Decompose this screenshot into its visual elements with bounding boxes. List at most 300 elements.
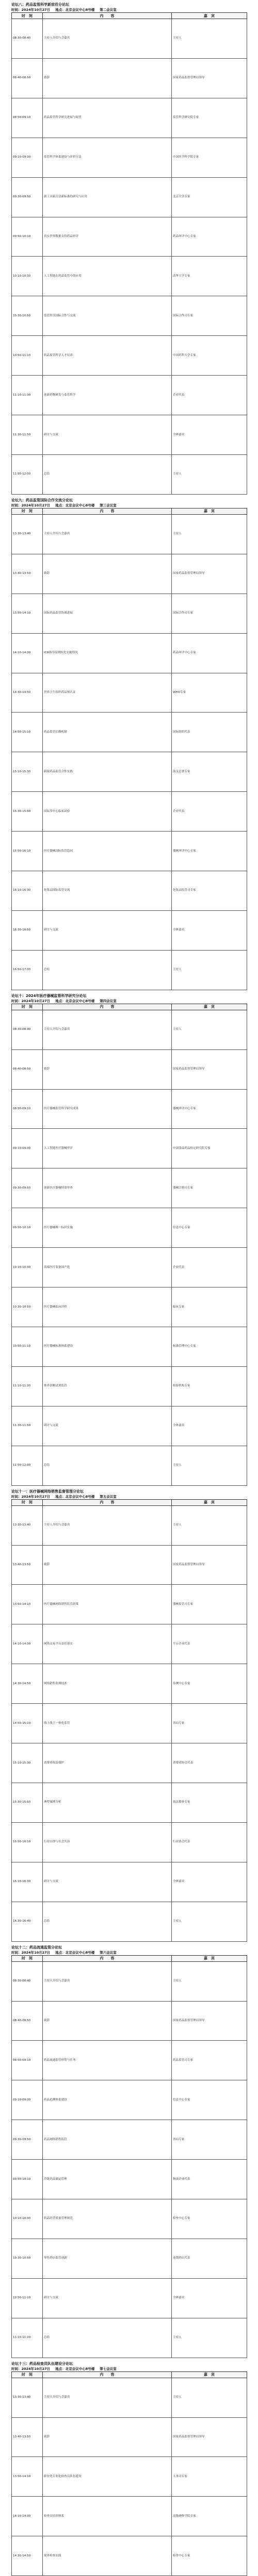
table-row [12,2160,247,2199]
cell-time: 15:50-16:10 [12,1822,43,1862]
table-header-row [12,1004,247,1010]
cell-time: 11:10-11:30 [12,1366,43,1406]
table-row [12,1406,247,1446]
meta-item: 第四会议室 [100,998,117,1003]
cell-guest: 全体嘉宾 [172,415,247,455]
forum-section [11,2,247,495]
header-content: 内 容 [43,1499,172,1505]
cell-guest: 药品审评中心专家 [172,217,247,257]
cell-guest: 国际合作司专家 [172,594,247,633]
cell-content: 研讨与交流 [43,2278,172,2318]
cell-time: 13:30-13:40 [12,1505,43,1545]
cell-time: 13:50-14:10 [12,594,43,633]
cell-content: 体外诊断试剂监管 [43,1366,172,1406]
header-time: 时 间 [12,1955,43,1961]
cell-guest: 消费者协会代表 [172,1743,247,1783]
cell-guest: 人事司专家 [172,2457,247,2497]
cell-content: 医疗器械网络销售监管政策 [43,1585,172,1624]
cell-content: 网络销售监测技术 [43,1664,172,1704]
table-row [12,633,247,673]
table-row [12,1822,247,1862]
cell-time: 13:40-13:50 [12,1545,43,1585]
cell-content: 总结 [43,454,172,494]
table-row [12,1664,247,1704]
table-row [12,1446,247,1485]
cell-guest: 省局专家 [172,1704,247,1743]
cell-content: 药品追溯体系建设 [43,2080,172,2120]
cell-content: 致辞 [43,2417,172,2457]
header-content: 内 容 [43,2371,172,2378]
table-row [12,1129,247,1168]
cell-content: 医疗器械国际监管趋同 [43,832,172,871]
cell-guest: 药品审评中心专家 [172,633,247,673]
cell-guest: 主持人 [172,2318,247,2358]
table-header-row [12,13,247,19]
cell-content: ICH指导原则转化实施情况 [43,633,172,673]
cell-guest: 行业协会代表 [172,1822,247,1862]
table-row [12,2120,247,2160]
cell-guest: 全体嘉宾 [172,1862,247,1902]
meta-item: 地点：北京会议中心8号楼 [55,998,95,1003]
table-row [12,454,247,494]
cell-guest: 国际组织代表 [172,713,247,752]
cell-guest: 药品监管司专家 [172,2041,247,2080]
table-row [12,2536,247,2576]
table-row [12,752,247,792]
document-page [11,2,247,2576]
header-guest: 嘉 宾 [172,2371,247,2378]
cell-time: 08:50-09:10 [12,2041,43,2080]
table-row [12,19,247,59]
table-row [12,514,247,554]
forum-title: 论坛十二：药品流通监管分论坛 [11,1945,62,1950]
table-row [12,1902,247,1941]
cell-guest: 标准管理中心专家 [172,1327,247,1367]
table-row [12,713,247,752]
cell-content: 典型案例分析 [43,1783,172,1822]
cell-content: 人工智能在药品监管中的应用 [43,257,172,296]
schedule-table [11,508,247,990]
table-row [12,296,247,336]
cell-time: 10:10-10:30 [12,1248,43,1287]
meta-item: 地点：北京会议中心8号楼 [55,1950,95,1955]
header-content: 内 容 [43,508,172,514]
cell-content: 总结 [43,1446,172,1485]
cell-content: 跨境药品监管合作实践 [43,752,172,792]
cell-time: 16:10-16:30 [12,871,43,911]
cell-content: 致辞 [43,554,172,594]
forum-meta [11,998,247,1004]
cell-content: 研讨与交流 [43,910,172,950]
cell-guest: 主持人 [172,950,247,990]
cell-time: 08:30-08:40 [12,19,43,59]
cell-content: 主持人介绍与会嘉宾 [43,1961,172,2001]
cell-time: 16:30-16:40 [12,1902,43,1941]
schedule-table [11,2371,247,2576]
cell-time: 09:50-10:10 [12,217,43,257]
header-content: 内 容 [43,1004,172,1010]
cell-time: 09:10-09:30 [12,138,43,177]
cell-content: 行业自律与社会共治 [43,1822,172,1862]
cell-guest: 主持人 [172,514,247,554]
cell-time: 14:30-14:50 [12,1664,43,1704]
cell-time: 14:10-14:30 [12,2497,43,2536]
table-row [12,594,247,633]
cell-content: 消费者权益保护 [43,1743,172,1783]
cell-guest: 监管科学研究院专家 [172,98,247,138]
cell-content: 药品网络销售监管 [43,2120,172,2160]
cell-content: 创新医疗器械特别审查 [43,1168,172,1208]
table-row [12,2378,247,2417]
cell-time: 10:50-11:10 [12,1327,43,1367]
meta-item: 时间：2024年10月27日 [11,1950,51,1955]
forum-meta [11,7,247,12]
cell-content: 境外检查实践 [43,2536,172,2576]
header-time: 时 间 [12,1004,43,1010]
table-header-row [12,508,247,514]
cell-guest: 临床专家 [172,1287,247,1327]
header-guest: 嘉 宾 [172,1004,247,1010]
meta-item: 第五会议室 [100,1494,117,1499]
cell-time: 15:30-15:50 [12,792,43,832]
cell-time: 16:10-16:30 [12,1862,43,1902]
meta-item: 第六会议室 [100,1950,117,1955]
cell-content: 国际药品监管协调进展 [43,594,172,633]
cell-guest: 中国食品药品检定研究院专家 [172,1129,247,1168]
meta-item: 第二会议室 [100,8,117,12]
cell-content: 研讨与交流 [43,1862,172,1902]
table-row [12,138,247,177]
meta-item: 时间：2024年10月27日 [11,503,51,507]
forum-title: 论坛十一：医疗器械网络销售监督管理分论坛 [11,1489,84,1494]
table-row [12,792,247,832]
cell-time: 08:50-09:10 [12,1089,43,1129]
cell-content: 人工智能医疗器械审评 [43,1129,172,1168]
forum-section [11,1489,247,1942]
table-row [12,1624,247,1664]
cell-content: 高端医疗装备国产化 [43,1248,172,1287]
table-row [12,2041,247,2080]
cell-content: 监管科学体系建设与评价方法 [43,138,172,177]
header-time: 时 间 [12,2371,43,2378]
cell-time: 13:30-13:40 [12,514,43,554]
cell-guest: 信息中心专家 [172,2080,247,2120]
cell-time: 08:40-08:50 [12,2001,43,2041]
table-header-row [12,1499,247,1505]
cell-time: 13:50-14:10 [12,1585,43,1624]
cell-content: 致辞 [43,58,172,98]
cell-guest: 物流企业代表 [172,2160,247,2199]
meta-item: 时间：2024年10月27日 [11,8,51,12]
table-row [12,376,247,415]
table-row [12,871,247,911]
cell-content: 总结 [43,950,172,990]
cell-time: 15:10-15:30 [12,1743,43,1783]
table-row [12,2239,247,2278]
cell-content: 监管科学国际合作与交流 [43,296,172,336]
table-row [12,257,247,296]
table-row [12,1208,247,1248]
cell-time: 14:10-14:30 [12,1624,43,1664]
meta-item: 地点：北京会议中心8号楼 [55,8,95,12]
header-time: 时 间 [12,13,43,19]
cell-guest: 国家药品监督管理局领导 [172,1049,247,1089]
cell-time: 10:10-10:30 [12,257,43,296]
meta-item: 地点：北京会议中心8号楼 [55,2366,95,2371]
forum-title: 论坛九：药品监管国际合作交流分论坛 [11,498,73,502]
cell-time: 13:40-13:50 [12,2417,43,2457]
cell-content: 药品监管科学人才培养 [43,336,172,376]
cell-guest: 器械审评中心专家 [172,832,247,871]
cell-content: 主持人介绍与会嘉宾 [43,1010,172,1049]
cell-time: 14:30-14:50 [12,2536,43,2576]
cell-time: 09:50-10:10 [12,2160,43,2199]
cell-time: 15:30-15:50 [12,1783,43,1822]
forum-meta [11,503,247,508]
cell-content: 主持人介绍与会嘉宾 [43,514,172,554]
cell-guest: 全体嘉宾 [172,1406,247,1446]
header-time: 时 间 [12,1499,43,1505]
cell-content: 世界卫生组织药品预认证 [43,673,172,713]
schedule-table [11,1499,247,1942]
cell-time: 09:10-09:30 [12,1129,43,1168]
cell-time: 13:30-13:40 [12,2378,43,2417]
cell-guest: 检查中心专家 [172,2199,247,2239]
table-row [12,910,247,950]
table-row [12,1327,247,1367]
cell-guest: 信息中心专家 [172,1208,247,1248]
cell-guest: 平台企业代表 [172,1624,247,1664]
cell-time: 08:50-09:10 [12,98,43,138]
cell-guest: WHO专家 [172,673,247,713]
table-row [12,554,247,594]
cell-time: 11:10-11:30 [12,376,43,415]
cell-guest: 北京大学专家 [172,177,247,217]
cell-time: 10:50-11:10 [12,336,43,376]
cell-time: 16:30-16:50 [12,910,43,950]
cell-content: 线上线下一体化监管 [43,1704,172,1743]
forum-section [11,1945,247,2358]
table-row [12,673,247,713]
forum-title: 论坛八：药品监管科学新前沿分论坛 [11,3,69,7]
cell-time: 14:50-15:10 [12,713,43,752]
table-row [12,2318,247,2358]
cell-content: 新工具新方法新标准的研究与应用 [43,177,172,217]
cell-time: 09:30-09:50 [12,1168,43,1208]
cell-content: 致辞 [43,1545,172,1585]
forum-section [11,2361,247,2576]
header-time: 时 间 [12,508,43,514]
cell-time: 11:50-12:00 [12,454,43,494]
cell-guest: 监测中心专家 [172,1664,247,1704]
meta-item: 第三会议室 [100,503,117,507]
cell-time: 09:30-09:50 [12,177,43,217]
forum-meta [11,1494,247,1499]
cell-guest: 主持人 [172,1446,247,1485]
meta-item: 时间：2024年10月27日 [11,998,51,1003]
cell-content: 药品监管信赖机制 [43,713,172,752]
cell-guest: 国际合作司专家 [172,296,247,336]
table-row [12,2457,247,2497]
table-row [12,832,247,871]
cell-content: 真实世界数据支持药品审评 [43,217,172,257]
cell-time: 14:30-14:50 [12,673,43,713]
cell-time: 11:30-11:50 [12,415,43,455]
table-row [12,2417,247,2457]
table-row [12,1862,247,1902]
schedule-table [11,1955,247,2358]
table-row [12,2199,247,2239]
cell-guest: 全体嘉宾 [172,910,247,950]
cell-time: 11:50-12:00 [12,1446,43,1485]
cell-guest: 主持人 [172,1902,247,1941]
table-row [12,1743,247,1783]
cell-content: 致辞 [43,1049,172,1089]
forum-section [11,498,247,990]
table-row [12,98,247,138]
cell-time: 11:10-11:20 [12,2318,43,2358]
cell-guest: 高级研修学院专家 [172,2497,247,2536]
cell-content: 医疗器械唯一标识实施 [43,1208,172,1248]
cell-guest: 主持人 [172,1010,247,1049]
table-row [12,1366,247,1406]
table-row [12,1287,247,1327]
table-row [12,1049,247,1089]
schedule-table [11,1004,247,1486]
cell-time: 09:10-09:30 [12,2080,43,2120]
cell-content: 总结 [43,1902,172,1941]
table-row [12,2080,247,2120]
table-row [12,1783,247,1822]
cell-time: 15:10-15:30 [12,752,43,792]
cell-guest: 主持人 [172,454,247,494]
cell-content: 药品流通监管形势与任务 [43,2041,172,2080]
forum-title: 论坛十：2024年医疗器械监管科学研究分论坛 [11,993,87,998]
cell-time: 09:50-10:10 [12,1208,43,1248]
table-row [12,336,247,376]
cell-guest: 海关总署专家 [172,752,247,792]
cell-content: 总结 [43,2318,172,2358]
cell-guest: 清华大学专家 [172,257,247,296]
cell-guest: 器械监管司专家 [172,1585,247,1624]
table-row [12,415,247,455]
cell-guest: 国家药品监督管理局领导 [172,2001,247,2041]
schedule-table [11,12,247,495]
header-guest: 嘉 宾 [172,508,247,514]
meta-item: 时间：2024年10月27日 [11,1494,51,1499]
cell-guest: 企业代表 [172,792,247,832]
meta-item: 地点：北京会议中心8号楼 [55,1494,95,1499]
table-row [12,1248,247,1287]
cell-guest: 主持人 [172,2378,247,2417]
table-row [12,950,247,990]
cell-guest: 主持人 [172,1505,247,1545]
cell-guest: 中国医学科学院专家 [172,138,247,177]
table-row [12,1545,247,1585]
cell-guest: 企业代表 [172,1248,247,1287]
cell-guest: 主持人 [172,19,247,59]
table-row [12,1089,247,1129]
cell-guest: 检验机构专家 [172,1366,247,1406]
cell-content: 致辞 [43,2001,172,2041]
table-row [12,1704,247,1743]
cell-content: 职业化专业化检查员队伍建设 [43,2457,172,2497]
cell-time: 13:40-13:50 [12,554,43,594]
cell-content: 医疗器械临床评价 [43,1287,172,1327]
cell-time: 13:50-14:10 [12,2457,43,2497]
table-header-row [12,1955,247,1961]
cell-time: 08:30-08:40 [12,1010,43,1049]
cell-guest: 国家药品监督管理局领导 [172,2417,247,2457]
cell-content: 主持人介绍与会嘉宾 [43,19,172,59]
table-row [12,1505,247,1545]
cell-content: 药品经营质量管理规范 [43,2199,172,2239]
cell-time: 10:50-11:10 [12,2278,43,2318]
forum-meta [11,1950,247,1955]
cell-time: 10:30-10:50 [12,2239,43,2278]
header-guest: 嘉 宾 [172,13,247,19]
cell-time: 09:30-09:50 [12,2120,43,2160]
header-content: 内 容 [43,1955,172,1961]
table-row [12,2278,247,2318]
cell-guest: 中国药科大学专家 [172,336,247,376]
cell-guest: 执法稽查专家 [172,1783,247,1822]
header-guest: 嘉 宾 [172,1955,247,1961]
forum-meta [11,2366,247,2371]
cell-time: 16:50-17:00 [12,950,43,990]
cell-guest: 国家药品监督管理局领导 [172,1545,247,1585]
cell-guest: 国家药品监督管理局领导 [172,58,247,98]
table-row [12,217,247,257]
cell-content: 主持人介绍与会嘉宾 [43,1505,172,1545]
table-row [12,1585,247,1624]
cell-time: 10:30-10:50 [12,296,43,336]
table-row [12,2001,247,2041]
cell-guest: 器械审评中心专家 [172,1089,247,1129]
cell-guest: 器械注册司专家 [172,1168,247,1208]
cell-content: 化妆品国际监管交流 [43,871,172,911]
cell-time: 08:30-08:40 [12,1961,43,2001]
cell-guest: 国家药品监督管理局领导 [172,554,247,594]
cell-content: 冷链药品储运管理 [43,2160,172,2199]
meta-item: 时间：2024年10月27日 [11,2366,51,2371]
table-row [12,1961,247,2001]
cell-time: 10:10-10:30 [12,2199,43,2239]
cell-content: 药品监管科学研究进展与展望 [43,98,172,138]
cell-content: 主持人介绍与会嘉宾 [43,2378,172,2417]
cell-content: 零售药店监管创新 [43,2239,172,2278]
cell-guest: 省局专家 [172,2120,247,2160]
cell-guest: 化妆品监管司专家 [172,871,247,911]
cell-content: 研讨与交流 [43,1406,172,1446]
cell-content: 创新药物研发与监管科学 [43,376,172,415]
cell-content: 检查员培训体系 [43,2497,172,2536]
cell-guest: 企业代表 [172,376,247,415]
cell-guest: 主持人 [172,1961,247,2001]
cell-time: 08:40-08:50 [12,1049,43,1089]
cell-time: 10:30-10:50 [12,1287,43,1327]
cell-time: 08:40-08:50 [12,58,43,98]
cell-guest: 连锁药店代表 [172,2239,247,2278]
cell-time: 11:30-11:50 [12,1406,43,1446]
cell-content: 研讨与交流 [43,415,172,455]
table-row [12,1010,247,1049]
forum-title: 论坛十三：药品检查员队伍建设分论坛 [11,2361,73,2366]
cell-content: 医疗器械标准体系建设 [43,1327,172,1367]
cell-content: 网络交易平台责任落实 [43,1624,172,1664]
table-row [12,2497,247,2536]
cell-time: 15:50-16:10 [12,832,43,871]
